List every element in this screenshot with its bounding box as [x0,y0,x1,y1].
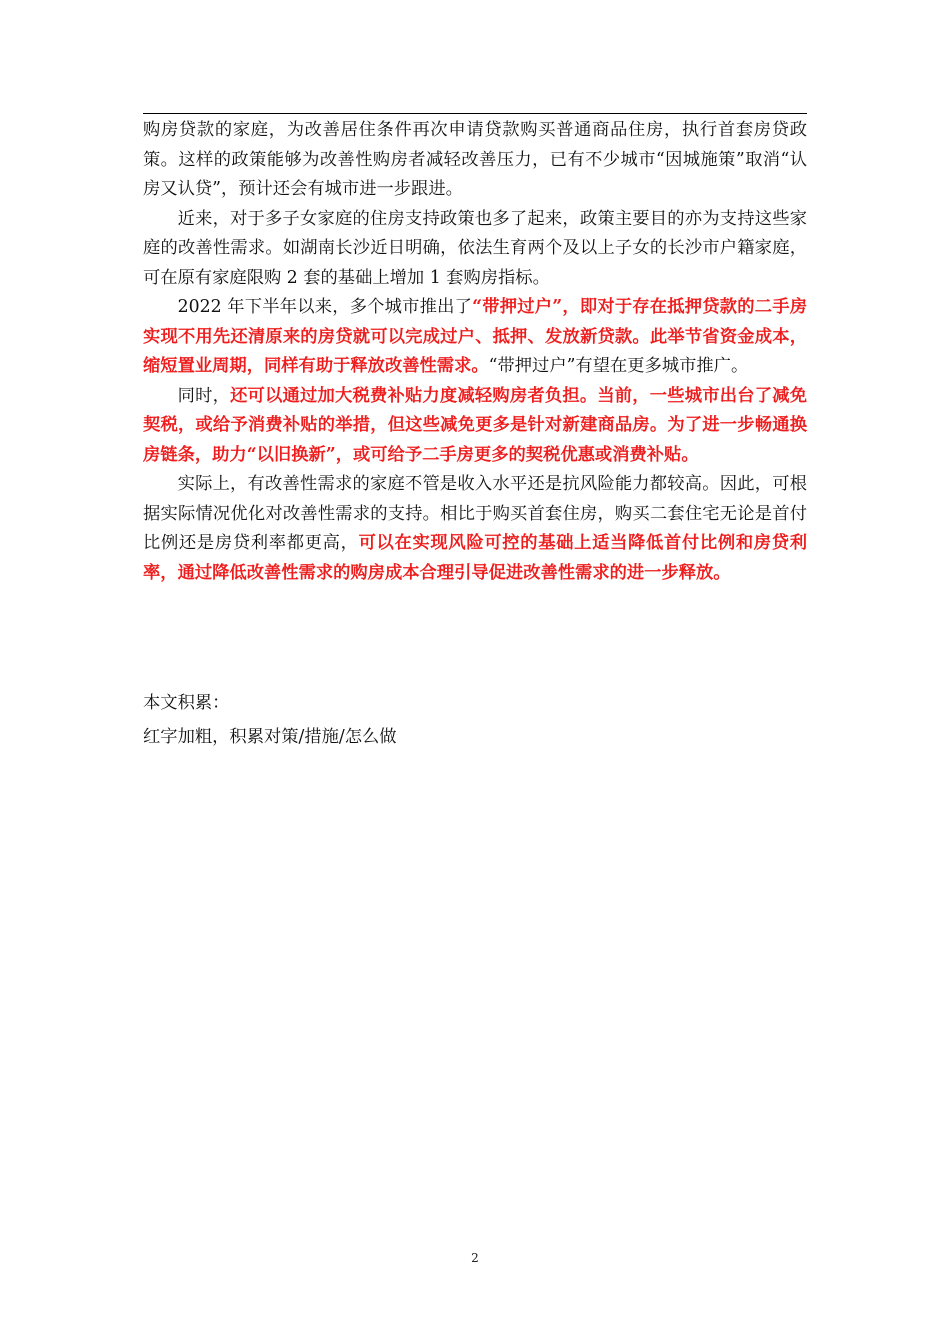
body-text-segment: 2022 年下半年以来，多个城市推出了 [177,297,473,317]
notes-section [143,686,807,754]
body-text-segment: 近来，对于多子女家庭的住房支持政策也多了起来，政策主要目的亦为支持这些家庭的改善性需求。如湖南长沙近日明确，依法生育两个及以上子女的长沙市户籍家庭，可在原有家庭限购 2 套的基础上增加 1 套购房指标。 [143,208,807,288]
emphasis-text: “带押过户”，即对于存在抵押贷款的二手房实现不用先还清原来的房贷就可以完成过户、抵押、发放新贷款。此举节省资金成本，缩短置业周期，同样有助于释放改善性需求。 [143,297,807,376]
body-text-segment: 实际上，有改善性需求的家庭不管是收入水平还是抗风险能力都较高。因此，可根据实际情况优化对改善性需求的支持。相比于购买首套住房，购买二套住宅无论是首付比例还是房贷利率都更高， [143,474,807,553]
paragraph-5 [143,470,807,588]
emphasis-text: 可以在实现风险可控的基础上适当降低首付比例和房贷利率，通过降低改善性需求的购房成本合理引导促进改善性需求的进一步释放。 [143,533,807,583]
article-body [143,116,807,588]
paragraph-1 [143,116,807,205]
body-text-segment: 同时， [177,385,231,406]
body-text-segment: “带押过户”有望在更多城市推广。 [488,356,749,376]
header-rule [143,113,807,114]
paragraph-2 [143,205,807,294]
emphasis-text: 还可以通过加大税费补贴力度减轻购房者负担。当前，一些城市出台了减免契税，或给予消费补贴的举措，但这些减免更多是针对新建商品房。为了进一步畅通换房链条，助力“以旧换新”，或可给予二手房更多的契税优惠或消费补贴。 [143,385,807,465]
paragraph-3 [143,293,807,382]
notes-heading: 本文积累： [143,693,230,713]
page-number: 2 [471,1251,479,1265]
body-text-segment: 购房贷款的家庭，为改善居住条件再次申请贷款购买普通商品住房，执行首套房贷政策。这样的政策能够为改善性购房者减轻改善压力，已有不少城市“因城施策”取消“认房又认贷”，预计还会有城市进一步跟进。 [143,120,807,199]
notes-line: 红字加粗，积累对策/措施/怎么做 [143,727,397,747]
paragraph-4 [143,382,807,471]
